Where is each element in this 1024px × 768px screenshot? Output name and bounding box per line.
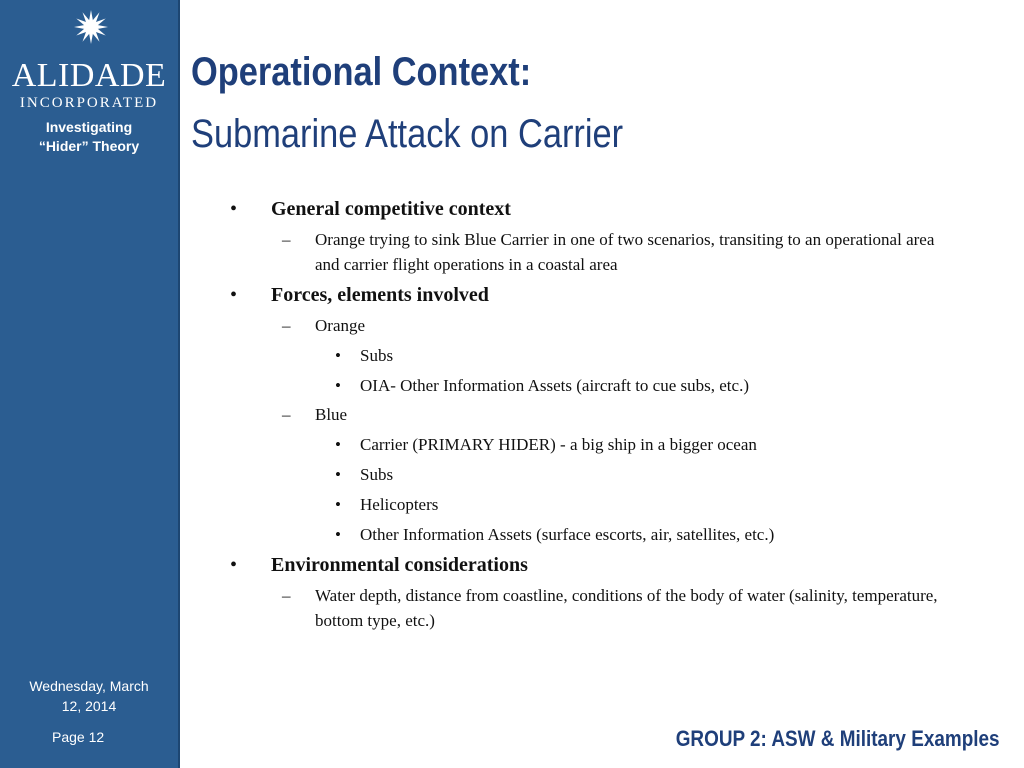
starburst-icon <box>74 10 108 44</box>
logo-name: ALIDADE <box>11 57 167 94</box>
bullet-dot-icon: • <box>335 376 341 395</box>
tagline <box>0 118 178 156</box>
tagline-line-2: “Hider” Theory <box>38 138 140 154</box>
list-item-text: Carrier (PRIMARY HIDER) - a big ship in a bigger ocean <box>360 435 757 454</box>
bullet-forces <box>230 281 960 309</box>
list-item <box>230 432 960 457</box>
dash-icon: – <box>282 586 291 605</box>
bullet-dot-icon: • <box>335 495 341 514</box>
date-line-2: 12, 2014 <box>61 698 117 714</box>
list-item <box>230 373 960 398</box>
list-item <box>230 343 960 368</box>
sub-item-text: Blue <box>315 405 348 424</box>
footer-group-label: GROUP 2: ASW & Military Examples <box>676 726 1000 751</box>
page-number: Page 12 <box>52 729 105 745</box>
sub-item-text: Orange trying to sink Blue Carrier in one of two scenarios, transiting to an operational area and carrier flight operations in a coastal area <box>315 230 935 274</box>
bullet-environment <box>230 551 960 579</box>
bullet-dot-icon: • <box>230 284 238 306</box>
bullet-dot-icon: • <box>335 435 341 454</box>
list-item <box>230 492 960 517</box>
bullet-dot-icon: • <box>230 198 238 220</box>
bullet-general-context <box>230 195 960 223</box>
sub-item-blue <box>230 402 960 427</box>
bullet-heading: General competitive context <box>271 198 511 220</box>
slide-date <box>0 676 178 716</box>
list-item-text: Other Information Assets (surface escorts, air, satellites, etc.) <box>360 525 775 544</box>
bullet-dot-icon: • <box>230 554 238 576</box>
logo-subtitle: INCORPORATED <box>19 95 159 111</box>
sidebar <box>0 0 180 768</box>
list-item <box>230 462 960 487</box>
bullet-heading: Environmental considerations <box>271 554 528 576</box>
list-item-text: OIA- Other Information Assets (aircraft to cue subs, etc.) <box>360 376 749 395</box>
sub-item-orange <box>230 313 960 338</box>
sub-item <box>230 583 960 633</box>
bullet-dot-icon: • <box>335 525 341 544</box>
sub-item-text: Water depth, distance from coastline, conditions of the body of water (salinity, temperature, bottom type, etc.) <box>315 586 938 630</box>
slide-title: Operational Context: <box>191 50 532 94</box>
date-line-1: Wednesday, March <box>29 678 149 694</box>
dash-icon: – <box>282 405 291 424</box>
dash-icon: – <box>282 316 291 335</box>
bullet-dot-icon: • <box>335 346 341 365</box>
bullet-heading: Forces, elements involved <box>271 284 489 306</box>
sub-item <box>230 227 960 277</box>
slide-subtitle: Submarine Attack on Carrier <box>191 112 624 156</box>
list-item-text: Helicopters <box>360 495 439 514</box>
bullet-dot-icon: • <box>335 465 341 484</box>
dash-icon: – <box>282 230 291 249</box>
list-item-text: Subs <box>360 465 394 484</box>
sub-item-text: Orange <box>315 316 366 335</box>
bullet-list <box>230 193 960 633</box>
list-item-text: Subs <box>360 346 394 365</box>
tagline-line-1: Investigating <box>45 119 133 135</box>
list-item <box>230 522 960 547</box>
